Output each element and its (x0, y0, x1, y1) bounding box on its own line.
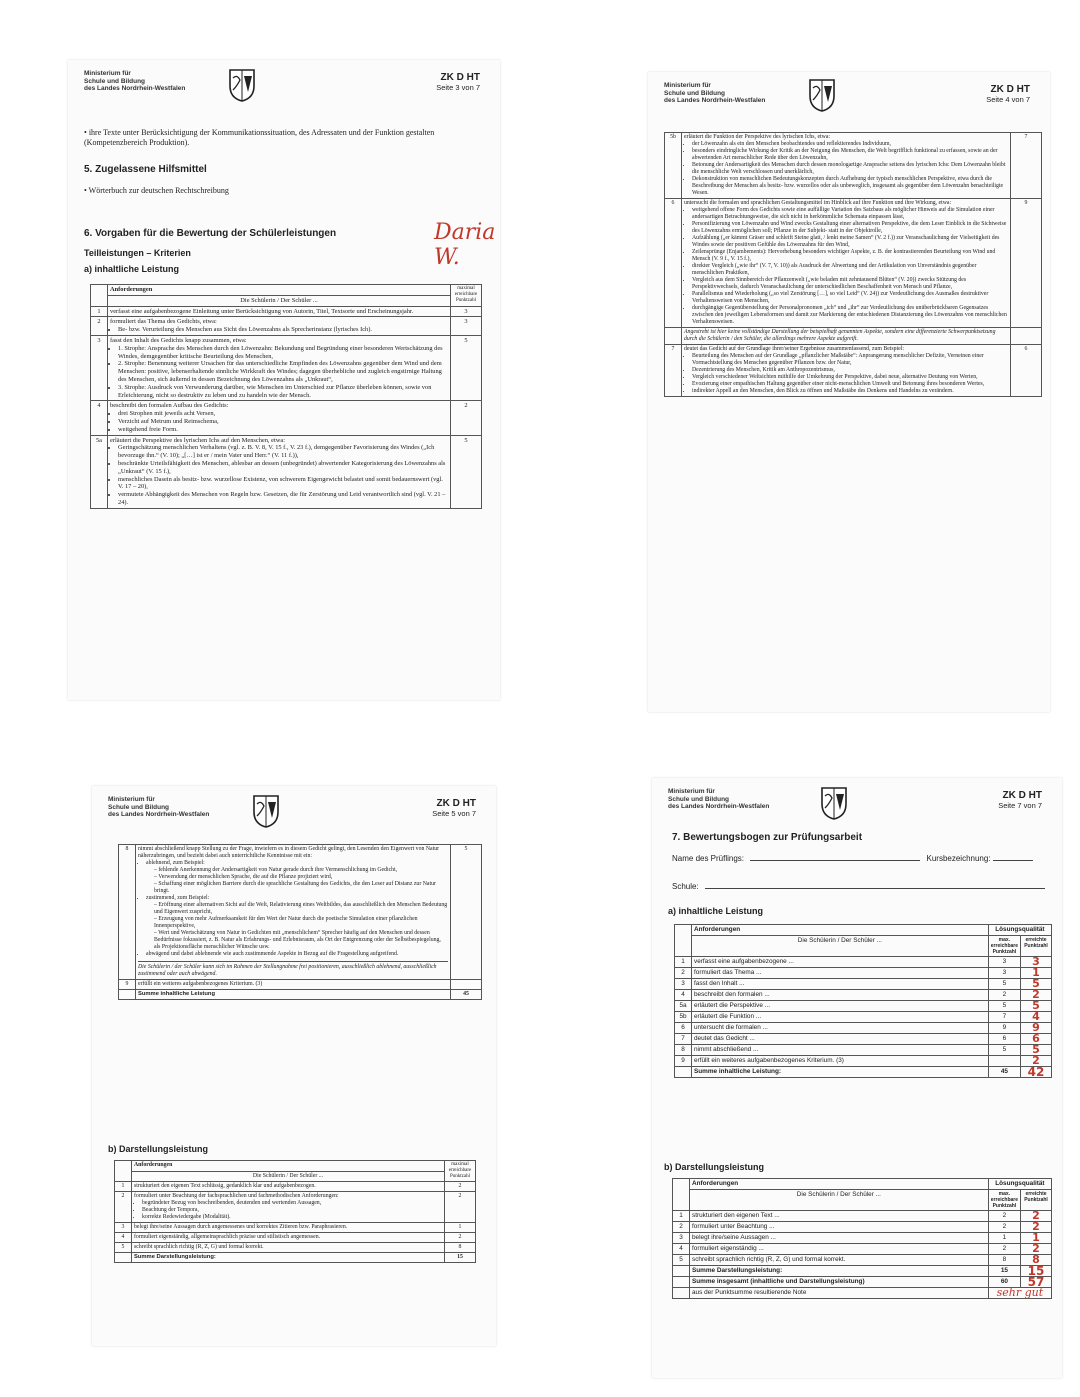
total-row: Summe insgesamt (inhaltliche und Darstellungsleistung) 60 57 (673, 1277, 1052, 1288)
darst-table-p5: Anforderungen maximal erreichbare Punktzahl Die Schülerin / Der Schüler ... 1 strukturiert den eigenen Text schlüssig, gedanklich klar und aufgabenbezogen. 2 2 formuliert unter Beachtung der fachsprachlichen und fachmethodischen Anforderungen: • begründeter Bezug von beschreibenden, deutenden und wertenden Aussagen, • Beachtung der Tempora, • korrekte Redewiedergabe (Modalität). 2 3 belegt ihre/seine Aussagen durch angemessenes und korrektes Zitieren bzw. Paraphrasieren. 1 4 formuliert eigenständig, allgemeinsprachlich präzise und stilistisch angemessen. 2 5 schreibt sprachlich richtig (R, Z, G) und formal korrekt. 8 Summe Darstellungsleistung: 15 (114, 1160, 476, 1263)
table-row (665, 133, 1042, 199)
row-number: 6 (665, 199, 682, 328)
list-item: • Betonung der Andersartigkeit des Menschen durch dessen monologartige Ansprache seitens des lyrischen Ichs: Dem Löwenzahn bleibt die menschliche Welt verschlossen und unerklärlich, (692, 162, 1008, 176)
list-item: • Dekonstruktion von menschlichen Bedeutungskonzepten durch Aufhebung der typisch menschlichen Perspektive, etwa durch die Beschreibung der Menschen als besitz- bzw. wurzellos oder als unbeweglich, insgesamt als gegenüber dem Löwenzahn benachteiligte Wesen. (692, 176, 1008, 197)
page-5 (92, 786, 496, 1346)
score-table-inhalt: Anforderungen Lösungsqualität Die Schülerin / Der Schüler ... max. erreichbare Punktzahl erreichte Punktzahl 1 verfasst eine aufgabenbezogene ... 3 3 2 formuliert das Thema ... 3 1 3 fasst den Inhalt ... 5 5 4 beschreibt den formalen ... 2 2 5a erläutert die Perspektive ... 5 5 5b erläutert die Funktion ... 7 4 6 untersucht die formalen ... 9 9 7 deutet das Gedicht ... 6 6 8 nimmt abschließend ... 5 5 9 erfüllt ein weiteres aufgabenbezogenes Kriterium. (3) 2 Summe inhaltliche Leistung: 45 42 (674, 924, 1052, 1078)
max-points: 8 (445, 1243, 476, 1253)
ministry-logo-text: Ministerium für Schule und Bildung des Landes Nordrhein-Westfalen (668, 788, 770, 810)
max-points: 2 (445, 1233, 476, 1243)
row-text: beschreibt den formalen Aufbau des Gedichts: (110, 402, 229, 410)
list-item: • Verzicht auf Metrum und Reimschema, (118, 418, 448, 426)
score-row (675, 968, 1052, 979)
max-points: 2 (988, 1222, 1020, 1233)
darst-title: b) Darstellungsleistung (664, 1162, 765, 1172)
achieved-points: 9 (1021, 1023, 1052, 1034)
max-points: 1 (445, 1223, 476, 1233)
bullet-list (684, 207, 1008, 326)
row-text: verfasst eine aufgabenbezogene ... (692, 957, 989, 968)
row-text: formuliert das Thema ... (692, 968, 989, 979)
criteria-table-p4 (664, 132, 1042, 397)
row-text: strukturiert den eigenen Text ... (690, 1211, 989, 1222)
score-row (673, 1233, 1052, 1244)
sum-row: Summe Darstellungsleistung: 15 (115, 1253, 476, 1263)
score-row (673, 1211, 1052, 1222)
max-points: 5 (988, 979, 1020, 990)
row-number: 5b (675, 1012, 692, 1023)
list-item: • Beachtung der Tempora, (142, 1207, 442, 1214)
bullet-list (134, 1200, 442, 1221)
row-number: 2 (115, 1192, 132, 1223)
score-row (673, 1255, 1052, 1266)
intro-bullet: • ihre Texte unter Berücksichtigung der Kommunikationssituation, des Adressaten und der Funktion gestalten (Kompetenzbereich Produktion). (84, 128, 435, 147)
row-number: 1 (91, 306, 108, 317)
handwritten-name: Daria W. (434, 220, 496, 270)
table-row (115, 1182, 476, 1192)
page-header (652, 778, 1062, 818)
bullet-list (684, 141, 1008, 197)
bewertungsbogen-title: 7. Bewertungsbogen zur Prüfungsarbeit (672, 832, 863, 843)
criteria-table-p3 (90, 284, 482, 509)
list-item: • Geringschätzung menschlichen Verhaltens (vgl. z. B. V. 8, V. 15 f., V. 23 f.), demgegenüber Favorisierung des Windes („Ich bevorzuge ihn.“ (V. 10); „[…] ist er / mein Vater und Herr.“ (V. 11 f.)), (118, 444, 448, 460)
row-number: 2 (673, 1222, 690, 1233)
max-points: 5 (451, 435, 482, 508)
max-points: 7 (1011, 133, 1042, 199)
row-number: 2 (91, 317, 108, 336)
row-number: 9 (675, 1056, 692, 1067)
row-text: deutet das Gedicht auf der Grundlage ihrer/seiner Ergebnisse zusammenfassend, zum Beispiel: (684, 346, 904, 352)
achieved-points: 6 (1021, 1034, 1052, 1045)
table-row (115, 1192, 476, 1223)
criteria-table-p5 (118, 844, 482, 1000)
max-points: 3 (451, 317, 482, 336)
row-number: 5a (675, 1001, 692, 1012)
list-item: • direkter Vergleich („wie ihr“ (V. 7, V. 10)) als Ausdruck der Abwertung und der Artikulation von Unverständnis gegenüber menschlichen Praktiken, (692, 263, 1008, 277)
score-row (673, 1244, 1052, 1255)
achieved-points: 2 (1021, 1056, 1052, 1067)
doc-code-block: ZK D HT Seite 4 von 7 (986, 84, 1030, 104)
nrw-crest-icon (252, 794, 280, 828)
list-item: • drei Strophen mit jeweils acht Versen, (118, 410, 448, 418)
section-5-title: 5. Zugelassene Hilfsmittel (84, 164, 207, 175)
page-4 (648, 72, 1050, 712)
list-item: • Evozierung einer empathischen Haltung gegenüber einer nicht-menschlichen Umwelt und Betonung ihres besonderen Wertes, (692, 381, 1008, 388)
list-item: • 1. Strophe: Ansprache des Menschen durch den Löwenzahn: Bekundung und Begründung einer besonderen Wertschätzung des Windes, demgegenüber kritische Beurteilung des Menschen, (118, 345, 448, 361)
row-text: fasst den Inhalt ... (692, 979, 989, 990)
col-max-points: maximal erreichbare Punktzahl (451, 285, 482, 307)
row-number: 6 (675, 1023, 692, 1034)
score-row (675, 1001, 1052, 1012)
list-item: • Aufzählung („er kämmt Gräser und schleift Steine glatt, / lenkt meine Samen“ (V. 2 f.)) zur Veranschaulichung der Vielseitigkeit des Windes sowie der positiven Gefühle des Löwenzahns für den Wind, (692, 235, 1008, 249)
table-row (91, 335, 482, 400)
row-8-note: Die Schülerin / der Schüler kann sich im Rahmen der Stellungnahme frei positionieren, ausschließlich ablehnend, ausschließlich zustimmend oder auch abwägend. (138, 961, 448, 978)
max-points: 5 (451, 335, 482, 400)
table-row (115, 1233, 476, 1243)
row-number: 3 (91, 335, 108, 400)
max-points: 2 (445, 1192, 476, 1223)
table-row: 8 nimmt abschließend knapp Stellung zu der Frage, inwiefern es in diesem Gedicht gelingt, den Lesenden den Eigenwert von Natur näherzubringen, und bezieht dabei auch unterrichtliche Kenntnisse mit ein: • ablehnend, zum Beispiel: – fehlende Anerkennung der Andersartigkeit von Natur gerade durch ihre Vermenschlichung im Gedicht, – Verwendung der menschlichen Sprache, die auf die Pflanze projiziert wird, – Schaffung einer möglichen Barriere durch die sprachliche Gestaltung des Gedichts, die den Leser auf Distanz zur Natur bringt. • zustimmend, zum Beispiel: – Eröffnung einer alternativen Sicht auf die Welt, Relativierung eines Weltbildes, das ausschließlich den Menschen Bedeutung und Eigenwert zuspricht, – Erzeugung von mehr Aufmerksamkeit für den Wert der Natur durch die poetische Simulation einer pflanzlichen Innenperspektive, – Wert und Wertschätzung von Natur in Gedichten mit „menschlichem“ Sprecher häufig auf den Menschen und dessen Bedürfnisse fokussiert, z. B. Natur als Erfahrungs- und Erlebnisraum, als Ort der Entgrenzung oder der Selbstbespiegelung, als Projektionsfläche menschlicher Wünsche usw. • abwägend und dabei ablehnende wie auch zustimmende Aspekte in Bezug auf die Fragestellung aufgreifend. Die Schülerin / der Schüler kann sich im Rahmen der Stellungnahme frei positionieren, ausschließlich ablehnend, ausschließlich zustimmend oder auch abwägend. 5 (119, 845, 482, 980)
ministry-logo-text: Ministerium für Schule und Bildung des Landes Nordrhein-Westfalen (84, 70, 186, 92)
table-row (91, 435, 482, 508)
bullet-list (684, 353, 1008, 395)
col-schueler: Die Schülerin / Der Schüler ... (108, 295, 451, 306)
doc-code-block: ZK D HT Seite 7 von 7 (998, 790, 1042, 810)
table-row (665, 199, 1042, 328)
max-points: 3 (988, 968, 1020, 979)
score-row (675, 957, 1052, 968)
table-row (91, 306, 482, 317)
section-5-item: • Wörterbuch zur deutschen Rechtschreibung (84, 186, 229, 195)
row-text: belegt ihre/seine Aussagen durch angemessenes und korrektes Zitieren bzw. Paraphrasieren. (134, 1224, 348, 1230)
row-text: beschreibt den formalen ... (692, 990, 989, 1001)
inhalt-title: a) inhaltliche Leistung (668, 906, 764, 916)
row-text: formuliert unter Beachtung ... (690, 1222, 989, 1233)
row-number: 4 (91, 401, 108, 435)
row-text: erläutert die Perspektive des lyrischen Ichs auf den Menschen, etwa: (110, 436, 285, 444)
list-item: • Beurteilung des Menschen auf der Grundlage „pflanzlicher Maßstäbe“: Anprangerung menschlicher Defizite, Verneinen einer Vormachtstellung des Menschen gegenüber Pflanzen bzw. der Natur, (692, 353, 1008, 367)
achieved-points: 5 (1021, 979, 1052, 990)
max-points: 8 (988, 1255, 1020, 1266)
note-row (665, 328, 1042, 345)
col-anforderungen: Anforderungen (108, 285, 451, 296)
row-number: 3 (673, 1233, 690, 1244)
list-item: • Zeilensprünge (Enjambements): Hervorhebung besonders wichtiger Aspekte, z. B. der kontrastierenden Beurteilung von Wind und Mensch (V. 9 f., V. 15 f.), (692, 249, 1008, 263)
list-item: • vermutete Abhängigkeit des Menschen von Regeln bzw. Gesetzen, die für Zerstörung und Leid verantwortlich sind (vgl. V. 21 – 24). (118, 491, 448, 507)
nrw-crest-icon (228, 68, 256, 102)
ministry-logo-text: Ministerium für Schule und Bildung des Landes Nordrhein-Westfalen (664, 82, 766, 104)
list-item: • Dezentrierung des Menschen, Kritik am Anthropozentrismus, (692, 367, 1008, 374)
page-7 (652, 778, 1062, 1378)
list-item: • Personifizierung von Löwenzahn und Wind zwecks Gestaltung einer alternativen Perspektive, die dem Leser Einblick in die Sichtweise des Löwenzahns ermöglichen soll; Pflanze in der Subjekt- statt in der Objektrolle, (692, 221, 1008, 235)
table-row (91, 401, 482, 435)
achieved-points: 2 (1021, 1222, 1052, 1233)
max-points: 5 (988, 1001, 1020, 1012)
list-item: • Parallelismus und Wiederholung („so viel Zerstörung […], so viel Leid“ (V. 24)) zur Verdeutlichung des Ausmaßes destruktiver Verhaltensweisen von Menschen, (692, 291, 1008, 305)
row-number: 1 (115, 1182, 132, 1192)
row-number: 4 (673, 1244, 690, 1255)
max-points: 3 (451, 306, 482, 317)
max-points: 9 (1011, 199, 1042, 328)
list-item: • begründeter Bezug von beschreibenden, deutenden und wertenden Aussagen, (142, 1200, 442, 1207)
max-points: 2 (988, 990, 1020, 1001)
list-item: • 2. Strophe: Benennung weiterer Ursachen für das unterschiedliche Empfinden des Löwenzahns gegenüber dem Wind und dem Menschen: positive, lebenserhaltende sinnliche Wirkkraft des Windes; dagegen überhebliche und zugleich engstirnige Haltung des Menschen, sich äußernd in dessen Bezeichnung des Löwenzahns als „Unkraut“, (118, 360, 448, 383)
row-text: belegt ihre/seine Aussagen ... (690, 1233, 989, 1244)
row-number: 5a (91, 435, 108, 508)
achieved-points: 2 (1021, 990, 1052, 1001)
row-number: 2 (675, 968, 692, 979)
table-row: 9 erfüllt ein weiteres aufgabenbezogenes Kriterium. (3) (119, 980, 482, 990)
max-points: 7 (988, 1012, 1020, 1023)
achieved-points: 3 (1021, 957, 1052, 968)
list-item: • beschränkte Urteilsfähigkeit des Menschen, ablesbar an dessen (unbegründet) abwertender Kategorisierung des Löwenzahns als „Unkraut“ (V. 15 f.), (118, 460, 448, 476)
row-number: 8 (675, 1045, 692, 1056)
row-text: erläutert die Funktion der Perspektive des lyrischen Ichs, etwa: (684, 134, 831, 140)
max-points: 9 (988, 1023, 1020, 1034)
teilleistungen-title: Teilleistungen – Kriterien (84, 248, 191, 258)
row-text: strukturiert den eigenen Text schlüssig, gedanklich klar und aufgabenbezogen. (134, 1183, 316, 1189)
doc-code-block: ZK D HT Seite 5 von 7 (432, 798, 476, 818)
row-number: 1 (675, 957, 692, 968)
row-number: 7 (675, 1034, 692, 1045)
bullet-list (110, 410, 448, 433)
row-number: 5b (665, 133, 682, 199)
max-points: 3 (988, 957, 1020, 968)
bullet-list (110, 345, 448, 400)
achieved-points: 2 (1021, 1244, 1052, 1255)
note-row: aus der Punktsumme resultierende Note sehr gut (673, 1288, 1052, 1299)
row-text: formuliert eigenständig, allgemeinsprachlich präzise und stilistisch angemessen. (134, 1234, 321, 1240)
score-table-darst: Anforderungen Lösungsqualität Die Schülerin / Der Schüler ... max. erreichbare Punktzahl erreichte Punktzahl 1 strukturiert den eigenen Text ... 2 2 2 formuliert unter Beachtung ... 2 2 3 belegt ihre/seine Aussagen ... 1 1 4 formuliert eigenständig ... 2 2 5 schreibt sprachlich richtig (R, Z, G) und formal korrekt. 8 8 Summe Darstellungsleistung: 15 15 Summe insgesamt (inhaltliche und Darstellungsleistung) 60 57 aus der Punktsumme resultierende Note sehr gut (672, 1178, 1052, 1299)
inhalt-title: a) inhaltliche Leistung (84, 264, 180, 274)
achieved-points: 4 (1021, 1012, 1052, 1023)
row-8-text: nimmt abschließend knapp Stellung zu der Frage, inwiefern es in diesem Gedicht gelingt, den Lesenden den Eigenwert von Natur näherzubringen, und bezieht dabei auch unterrichtliche Kenntnisse mit ein: (138, 846, 440, 859)
row-text: verfasst eine aufgabenbezogene Einleitung unter Berücksichtigung von Autorin, Titel, Textsorte und Erscheinungsjahr. (110, 307, 414, 315)
schule-field: Schule: (672, 882, 1052, 892)
list-item: • der Löwenzahn als ein den Menschen beobachtendes und reflektierendes Individuum, (692, 141, 1008, 148)
list-item: • 3. Strophe: Ausdruck von Verwunderung darüber, wie Menschen im Unterschied zur Pflanze überleben können, sowie von Erleichterung, nicht so destruktiv zu leben und zu handeln wie der Mensch. (118, 384, 448, 400)
achieved-points: 5 (1021, 1045, 1052, 1056)
row-text: schreibt sprachlich richtig (R, Z, G) und formal korrekt. (690, 1255, 989, 1266)
row-text: untersucht die formalen ... (692, 1023, 989, 1034)
achieved-points: 5 (1021, 1001, 1052, 1012)
page-3 (68, 60, 500, 700)
bullet-list (110, 326, 448, 334)
score-row (675, 1023, 1052, 1034)
page-header (648, 72, 1050, 112)
list-item: • indirekter Appell an den Menschen, den Blick zu öffnen und Maßstäbe des Denkens und Handelns zu verändern. (692, 388, 1008, 395)
table-row (115, 1243, 476, 1253)
row-number: 4 (115, 1233, 132, 1243)
score-row (675, 1045, 1052, 1056)
table-row (665, 345, 1042, 397)
row-number: 7 (665, 345, 682, 397)
row-text: schreibt sprachlich richtig (R, Z, G) und formal korrekt. (134, 1244, 264, 1250)
list-item: • Vergleich aus dem Sinnbereich der Pflanzenwelt („wie beladen mit zehntausend Blüten“ (V. 20)) zwecks Stützung des Perspektivwechsels, dadurch Veranschaulichung der unterschiedlichen Beschaffenheit von Mensch und Pflanze, (692, 277, 1008, 291)
bullet-list (110, 444, 448, 506)
page-header (68, 60, 500, 100)
row-number: 5 (673, 1255, 690, 1266)
doc-code-block: ZK D HT Seite 3 von 7 (436, 72, 480, 92)
row-text: untersucht die formalen und sprachlichen Gestaltungsmittel im Hinblick auf ihre Funktion und ihre Wirkung, etwa: (684, 200, 952, 206)
achieved-points: 1 (1021, 968, 1052, 979)
row-text: nimmt abschließend ... (692, 1045, 989, 1056)
section-6-title: 6. Vorgaben für die Bewertung der Schülerleistungen (84, 228, 337, 239)
nrw-crest-icon (808, 78, 836, 112)
score-row (675, 1012, 1052, 1023)
max-points (988, 1056, 1020, 1067)
table-row (91, 317, 482, 336)
score-row (675, 1056, 1052, 1067)
list-item: • Vergleich verschiedener Weltsichten mithilfe der Umkehrung der Perspektive, dabei neue, alternative Deutung von Werten, (692, 374, 1008, 381)
row-text: formuliert unter Beachtung der fachsprachlichen und fachmethodischen Anforderungen: (134, 1193, 339, 1199)
list-item: • weitgehend freie Form. (118, 426, 448, 434)
score-row (673, 1222, 1052, 1233)
row-text: formuliert eigenständig ... (690, 1244, 989, 1255)
row-text: fasst den Inhalt des Gedichts knapp zusammen, etwa: (110, 336, 247, 344)
achieved-points: 1 (1021, 1233, 1052, 1244)
row-number: 4 (675, 990, 692, 1001)
row-text: formuliert das Thema des Gedichts, etwa: (110, 318, 217, 326)
achieved-points: 8 (1021, 1255, 1052, 1266)
list-item: • menschliches Dasein als besitz- bzw. wurzellose Existenz, von schwerem Eigengewicht belastet und somit bedauernswert (vgl. V. 17 – 20), (118, 476, 448, 492)
max-points: 6 (988, 1034, 1020, 1045)
table-row (115, 1223, 476, 1233)
list-item: • Be- bzw. Verurteilung des Menschen aus Sicht des Löwenzahns als Sprecherinstanz (lyrisches Ich). (118, 326, 448, 334)
list-item: • korrekte Redewiedergabe (Modalität). (142, 1214, 442, 1221)
ministry-logo-text: Ministerium für Schule und Bildung des Landes Nordrhein-Westfalen (108, 796, 210, 818)
sum-row: Summe inhaltliche Leistung: 45 42 (675, 1067, 1052, 1078)
max-points: 6 (1011, 345, 1042, 397)
row-text: deutet das Gedicht ... (692, 1034, 989, 1045)
max-points: 5 (988, 1045, 1020, 1056)
nrw-crest-icon (820, 786, 848, 820)
row-text: erläutert die Funktion ... (692, 1012, 989, 1023)
row-text: erläutert die Perspektive ... (692, 1001, 989, 1012)
list-item: • durchgängige Gegenüberstellung der Personalpronomen „ich“ und „ihr“ zur Verdeutlichung des unüberbrückbaren Gegensatzes zwischen den jeweiligen Lebensformen und damit zur Markierung der entschiedenen Distanzierung des Löwenzahns von menschlichen Verhaltensweisen. (692, 305, 1008, 326)
page-header (92, 786, 496, 826)
darst-title: b) Darstellungsleistung (108, 1144, 209, 1154)
max-points: 2 (988, 1211, 1020, 1222)
sum-row: Summe inhaltliche Leistung 45 (119, 990, 482, 1000)
list-item: • besonders eindringliche Wirkung der Kritik an der Neigung des Menschen, die Welt begrifflich funktional zu erfassen, sowie an der abwertenden Art menschlicher Rede über den Löwenzahn, (692, 148, 1008, 162)
max-points: 2 (451, 401, 482, 435)
note-text: Angestrebt ist hier keine vollständige Darstellung der beispielhaft genannten Aspekte, sondern eine differenzierte Schwerpunktsetzung durch die Schülerin / den Schüler, die allerdings mehrere Aspekte aufgreift. (682, 328, 1011, 345)
max-points: 1 (988, 1233, 1020, 1244)
row-number: 3 (675, 979, 692, 990)
row-number: 5 (115, 1243, 132, 1253)
max-points: 2 (988, 1244, 1020, 1255)
score-row (675, 979, 1052, 990)
max-points: 2 (445, 1182, 476, 1192)
achieved-points: 2 (1021, 1211, 1052, 1222)
row-number: 1 (673, 1211, 690, 1222)
name-field: Name des Prüflings: Kursbezeichnung: (672, 854, 1052, 864)
row-text: erfüllt ein weiteres aufgabenbezogenes Kriterium. (3) (692, 1056, 989, 1067)
row-number: 3 (115, 1223, 132, 1233)
score-row (675, 990, 1052, 1001)
score-row (675, 1034, 1052, 1045)
list-item: • weitgehend offene Form des Gedichts sowie eine auffällige Variation des Satzbaus als möglicher Hinweis auf die Simulation einer andersartigen Betrachtungsweise, die sich nicht in herkömmliche Schemata einpassen lässt, (692, 207, 1008, 221)
sum-row: Summe Darstellungsleistung: 15 15 (673, 1266, 1052, 1277)
